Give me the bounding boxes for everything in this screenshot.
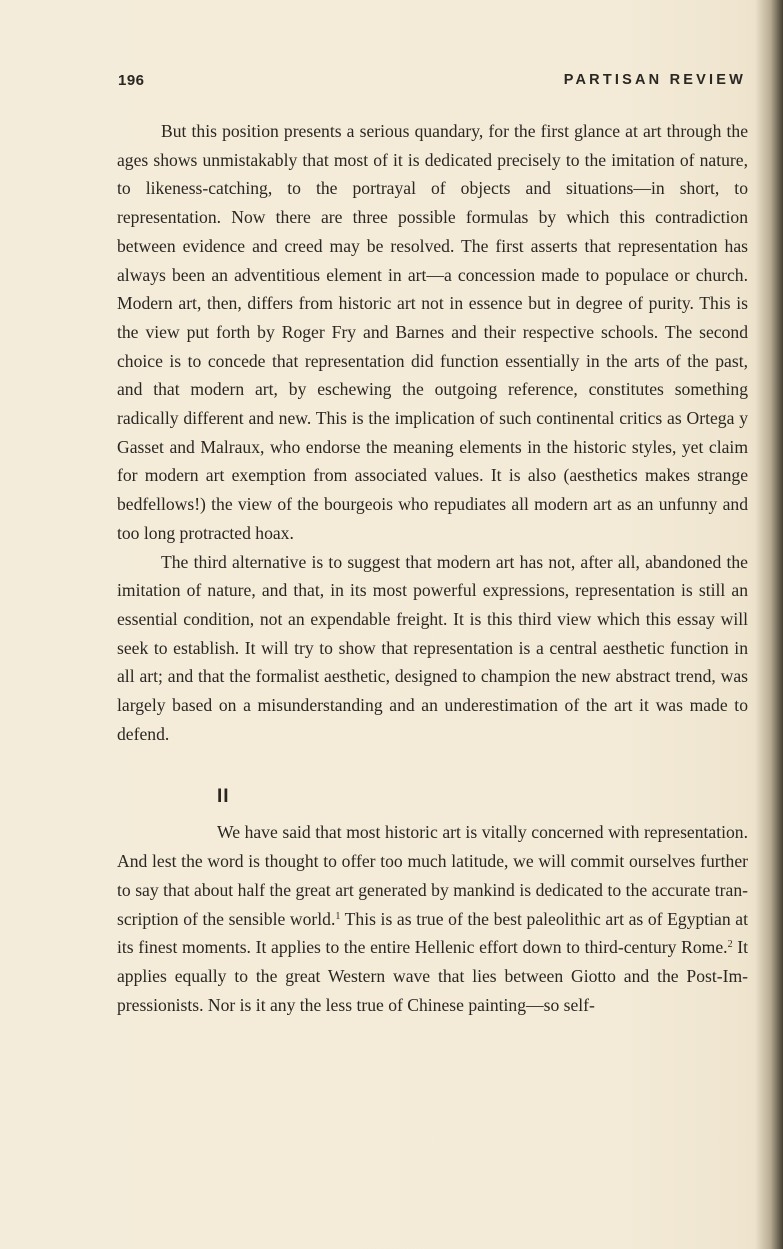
page-spine-shadow: [755, 0, 783, 1249]
body-text: [117, 117, 748, 1019]
paragraph: [117, 818, 748, 1019]
section-heading: II: [217, 786, 230, 808]
paragraph-text: This is as true of the best paleolithic art as of Egyptian at its finest moments. It applies to the entire Hellenic effort down to third-century Rome.: [117, 908, 748, 958]
page-header: [118, 72, 746, 96]
running-head: PARTISAN REVIEW: [563, 72, 746, 88]
footnote-marker: 1: [335, 910, 341, 922]
page-number: 196: [118, 72, 145, 89]
paragraph-text: It applies equally to the great Western wave that lies between Giotto and the Post-Impressionists. Nor is it any the less true of Chinese painting—so self-: [117, 937, 748, 1015]
paragraph: But this position presents a serious quandary, for the first glance at art through the ages shows unmistakably that most of it is dedicated precisely to the imitation of nature, to likeness-catching, to the portrayal of objects and situations—in short, to representation. Now there are three possible formulas by which this contradiction between evidence and creed may be resolved. The first asserts that representation has always been an adventitious element in art—a concession made to populace or church. Modern art, then, differs from historic art not in essence but in degree of purity. This is the view put forth by Roger Fry and Barnes and their respective schools. The second choice is to concede that representation did function essentially in the arts of the past, and that modern art, by eschewing the outgoing reference, constitutes something radically different and new. This is the implication of such continental critics as Ortega y Gasset and Malraux, who endorse the meaning elements in the historic styles, yet claim for modern art exemption from associated values. It is also (aesthetics makes strange bedfellows!) the view of the bourgeois who repudiates all modern art as an unfunny and too long protracted hoax.: [117, 121, 748, 543]
paragraph: The third alternative is to suggest that modern art has not, after all, abandoned the imitation of nature, and that, in its most powerful expressions, representation is still an essential condition, not an expendable freight. It is this third view which this essay will seek to establish. It will try to show that representation is a central aesthetic function in all art; and that the formalist aesthetic, designed to champion the new abstract trend, was largely based on a misunderstanding and an underestimation of the art it was made to defend.: [117, 551, 748, 744]
paragraph-text: We have said that most historic art is vitally concerned with representation. And lest the word is thought to offer too much latitude, we will commit ourselves further to say that about half the great art generated by mankind is dedicated to the accurate transcription of the sensible world.: [117, 822, 748, 929]
footnote-marker: 2: [727, 939, 733, 951]
